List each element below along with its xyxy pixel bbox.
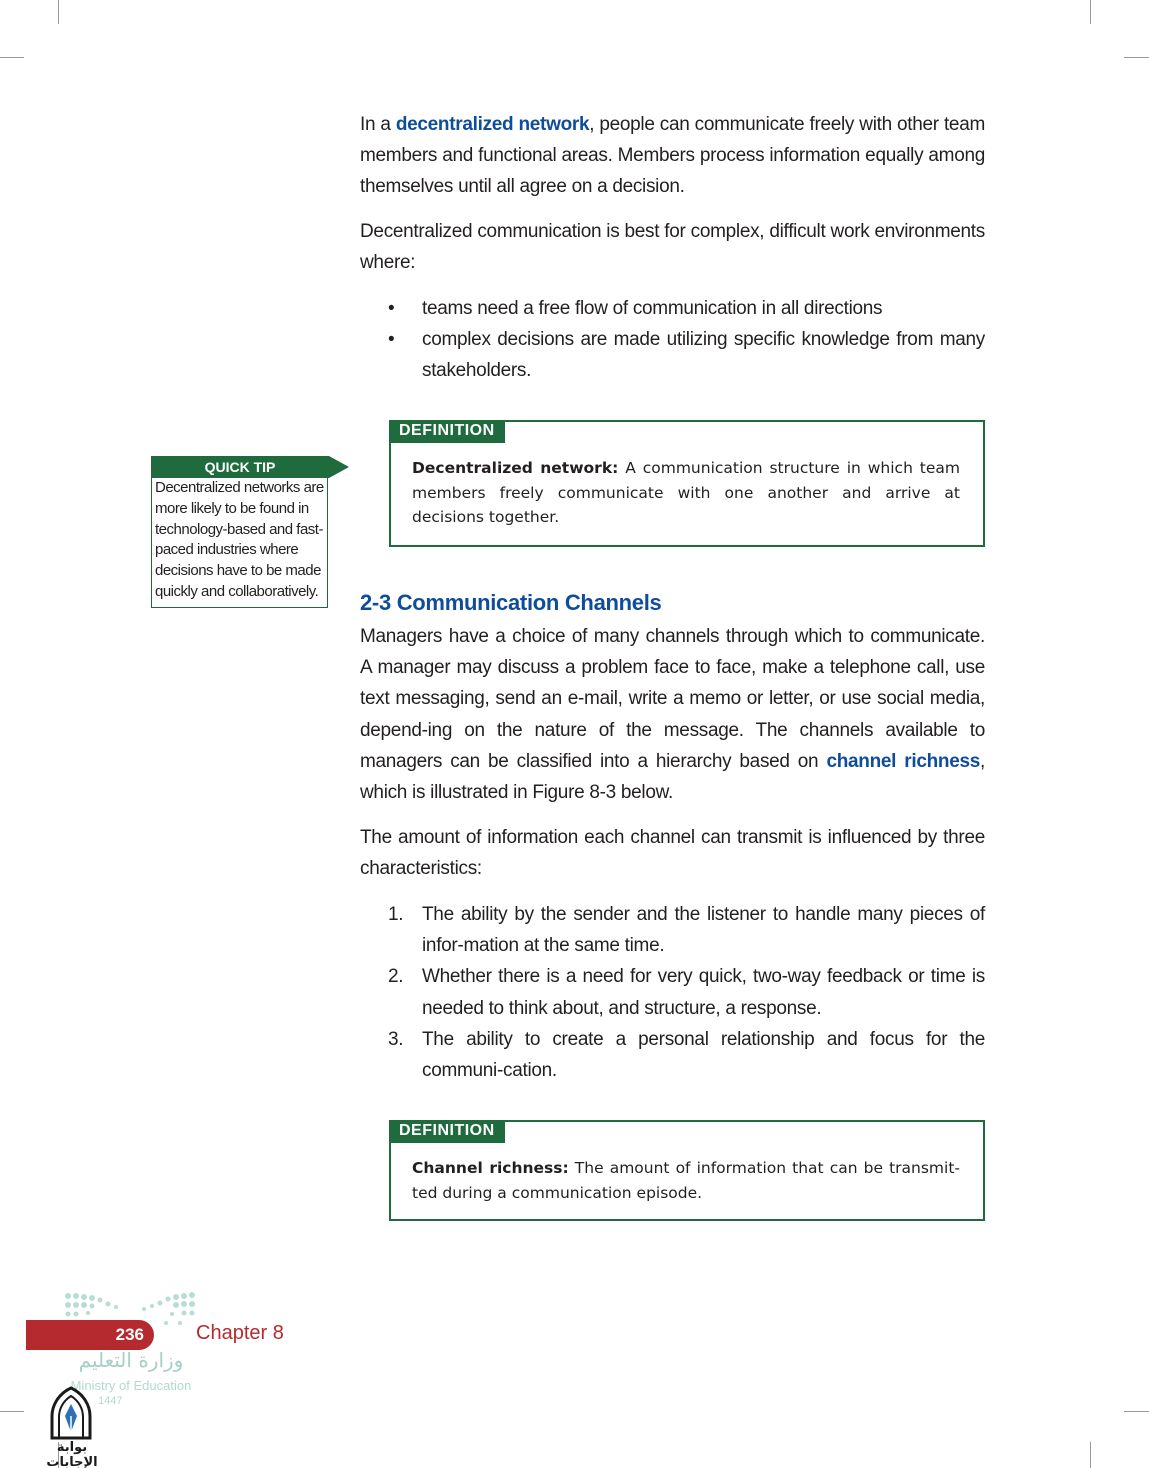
bullet-item: • complex decisions are made utilizing specific knowledge from many stakeholders. — [360, 324, 985, 386]
definition-box-decentralized-network — [389, 420, 985, 547]
keyword-channel-richness: channel richness — [826, 750, 980, 772]
chapter-label: Chapter 8 — [196, 1322, 284, 1344]
definition-tag: DEFINITION — [389, 1120, 505, 1143]
crop-mark — [0, 57, 24, 58]
definition-term: Decentralized network: — [412, 459, 619, 477]
gate-logo-icon — [48, 1386, 94, 1440]
numbered-list — [360, 899, 985, 1086]
section-text: Managers have a choice of many channels through which to communicate. A manager may discuss a problem face to face, make a telephone call, use text messaging, send an e-mail, write a memo or letter, or use social media, depend-ing on the nature of the message. The channels available to managers can be classified into a hierarchy based on — [360, 626, 985, 772]
definition-text — [412, 456, 960, 530]
crop-mark — [1090, 1442, 1091, 1468]
quick-tip-arrow-icon — [329, 456, 349, 478]
definition-tag: DEFINITION — [389, 420, 505, 443]
crop-mark — [1124, 1411, 1149, 1412]
intro-paragraph — [360, 109, 985, 203]
keyword-decentralized-network: decentralized network — [395, 114, 590, 135]
section-text-rest: , which is illustrated in Figure 8-3 below. — [360, 750, 985, 804]
list-item-text: Whether there is a need for very quick, two-way feedback or time is needed to think about, and structure, a response. — [422, 966, 985, 1019]
crop-mark — [1124, 57, 1149, 58]
definition-box-channel-richness — [389, 1120, 985, 1221]
definition-body: The amount of information that can be transmit-ted during a communication episode. — [412, 1159, 960, 1202]
page-number: 236 — [26, 1320, 154, 1350]
bullet-item: • teams need a free flow of communication in all directions — [360, 293, 985, 324]
crop-mark — [58, 0, 59, 24]
ministry-year: 1447 — [98, 1395, 123, 1407]
ministry-name-arabic: وزارة التعليم — [78, 1348, 184, 1372]
quick-tip-title: QUICK TIP — [151, 456, 329, 478]
quick-tip-box — [151, 456, 328, 608]
section-paragraph-1 — [360, 621, 985, 808]
gate-label: بوابة الإجابات — [46, 1440, 98, 1468]
intro-paragraph-2: Decentralized communication is best for complex, difficult work environments where: — [360, 221, 985, 274]
section-paragraph-2: The amount of information each channel can transmit is influenced by three characteristics: — [360, 827, 985, 880]
crop-mark — [1090, 0, 1091, 24]
list-item-number: 3. — [388, 1028, 404, 1050]
section-heading: 2-3 Communication Channels — [360, 590, 662, 615]
quick-tip-text: Decentralized networks are more likely to be found in technology-based and fast-paced industries where decisions have to be made quickly and collaboratively. — [155, 479, 324, 600]
list-item — [360, 899, 985, 961]
definition-text — [412, 1156, 960, 1205]
list-item — [360, 961, 985, 1023]
ministry-name-english: Ministry of Education — [70, 1378, 192, 1393]
list-item-number: 2. — [388, 966, 404, 988]
list-item-text: The ability by the sender and the listener to handle many pieces of infor-mation at the same time. — [422, 904, 985, 957]
list-item — [360, 1024, 985, 1086]
list-item-text: The ability to create a personal relationship and focus for the communi-cation. — [422, 1028, 985, 1082]
crop-mark — [0, 1411, 24, 1412]
bullet-list — [360, 293, 985, 387]
definition-term: Channel richness: — [412, 1159, 569, 1177]
definition-body: A communication structure in which team members freely communicate with one another and arrive at decisions together. — [412, 459, 960, 526]
intro-text-rest: , people can communicate freely with other team members and functional areas. Members process information equally among themselves until all agree on a decision. — [360, 114, 985, 198]
intro-text: In a — [360, 114, 396, 135]
list-item-number: 1. — [388, 904, 404, 925]
